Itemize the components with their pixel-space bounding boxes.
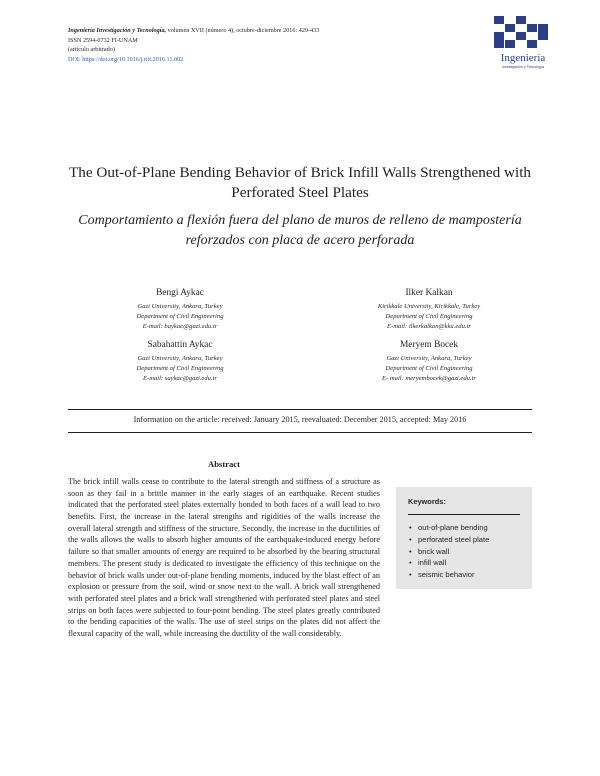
article-info: Information on the article: received: January 2015, reevaluated: December 2015, accepted: May 2016 [133,415,467,424]
divider [408,514,520,515]
keyword-item: • perforated steel plate [408,534,520,546]
author-affiliation: Gazi University, Ankara, Turkey [137,303,223,310]
abstract-heading: Abstract [208,459,240,469]
divider [68,432,532,433]
journal-citation [68,26,488,36]
author-name: Meryem Bocek [399,340,459,350]
keywords-list [408,522,520,581]
author-email[interactable]: E-mail: saykac@gazi.edu.tr [142,375,217,382]
author-name: Bengi Aykac [156,288,204,298]
journal-volume: volumen XVII (número 4), octubre-diciembre 2016: 429-433 [167,27,320,34]
author-department: Department of Civil Engineering [136,365,224,372]
journal-name: Ingeniería Investigación y Tecnología, [68,27,167,34]
author-department: Department of Civil Engineering [385,365,473,372]
logo-subtext: Investigación y Tecnología [501,65,545,69]
author-affiliation: Gazi University, Ankara, Turkey [386,355,472,362]
author-affiliation: Gazi University, Ankara, Turkey [137,355,223,362]
author-affiliation: Kirikkale University, Kirikkale, Turkey [377,303,481,310]
issn: ISSN 2594-0732 FI-UNAM [68,36,138,44]
keyword-item: • out-of-plane bending [408,522,520,534]
keywords-box [396,487,532,589]
article-type: (artículo arbitrado) [68,46,115,54]
author-email[interactable]: E-mail: baykac@gazi.edu.tr [142,323,218,330]
author-block [80,286,280,332]
author-name: Ilker Kalkan [405,288,453,298]
author-block [80,338,280,384]
divider [68,409,532,410]
logo-mark-icon [488,14,558,54]
keyword-item: • infill wall [408,557,520,569]
author-email[interactable]: E-mail: ilkerkalkan@kku.edu.tr [387,323,471,330]
abstract-text: The brick infill walls cease to contribute to the lateral strength and stiffness of a structure as soon as they fail in a brittle manner in the early stages of an earthquake. Recent studies indicated that the perforated steel plates externally bonded to both faces of a wall lead to two benefits. First, the increase in the lateral strengths and rigidities of the walls increase the overall lateral strength and stiffness of the structure. Secondly, the increase in the ductilities of the walls allows the walls to absorb higher amounts of the earthquake-induced energy before failure so that smaller amounts of energy are required to be absorbed by the bearing structural members. The present study is dedicated to investigate the efficiency of this technique on the behavior of brick walls under out-of-plane bending moments, induced by the blast effect of an explosion or pressure from the soil, wind or snow next to the wall. A brick wall strengthened with perforated steel plates and a brick wall strengthened with perforated steel plates and steel strips on both faces were subjected to four-point bending. The steel plates greatly contributed to the bending capacities of the walls. The use of steel strips on the plates did not affect the flexural capacity of the wall, while increasing the ductility of the wall considerably. [68,477,380,638]
article-title: The Out-of-Plane Bending Behavior of Brick Infill Walls Strengthened with Perforated Steel Plates [68,164,532,201]
article-subtitle: Comportamiento a flexión fuera del plano de muros de relleno de mampostería reforzados con placa de acero perforada [78,213,522,248]
journal-header [68,26,488,64]
keyword-item: • brick wall [408,546,520,558]
keywords-heading: Keywords: [408,497,446,506]
keyword-item: • seismic behavior [408,569,520,581]
author-name: Sabahattin Aykac [147,340,213,350]
author-department: Department of Civil Engineering [385,313,473,320]
author-block [329,338,529,384]
author-block [329,286,529,332]
author-email[interactable]: E- mail: meryembocek@gazi.edu.tr [382,375,476,382]
doi-link[interactable]: DOI: https://doi.org/10.1016/j.riit.2016.11.002 [68,55,184,63]
author-department: Department of Civil Engineering [136,313,224,320]
logo-text: Ingeniería [500,52,546,64]
journal-logo [488,14,558,78]
